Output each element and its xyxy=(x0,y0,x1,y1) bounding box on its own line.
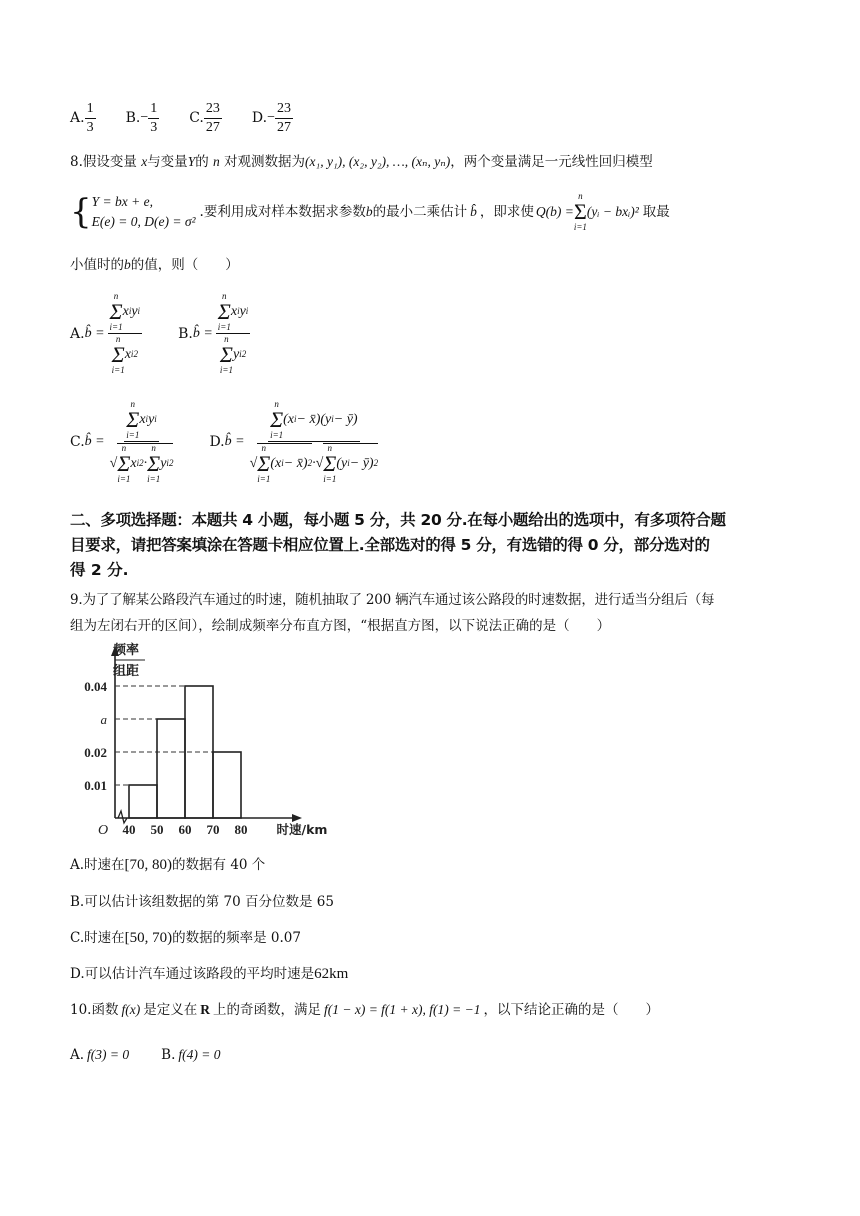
q7-option-d-fraction: $\frac{23}{27}$ xyxy=(276,101,291,135)
section2-heading: 二、多项选择题：本题共 4 小题，每小题 5 分，共 20 分.在每小题给出的选项中，有多项符合题 目要求，请把答案填涂在答题卡相应位置上.全部选对的得 5 分，有选错的得 0 分，部分选对的 得 2 分. xyxy=(70,511,726,579)
x-axis-label: 时速/km xyxy=(276,822,328,837)
q7-option-a-label: A. xyxy=(70,110,85,126)
q7-option-d xyxy=(252,101,293,135)
q9-option-a: A.时速在[70, 80)的数据有 40 个 xyxy=(70,857,266,873)
q8-option-b: B. b̂ = n Σ i=1 x i y i n Σ i=1 y i 2 xyxy=(178,291,249,375)
q8-stem-line2: { Y = bx + e, E(e) = 0, D(e) = σ² .要利用成对样本数据求参数 b 的最小二乘估计 b̂ ，即求使 Q(b) = n Σ i=1 (yᵢ − bxᵢ)² 取最 xyxy=(70,191,670,232)
q7-option-c-label: C. xyxy=(189,110,204,126)
x-tick-label: 50 xyxy=(150,822,164,837)
x-tick-label: 40 xyxy=(122,822,136,837)
q8-option-a: A. b̂ = n Σ i=1 x i y i n Σ i=1 x i 2 xyxy=(70,291,141,375)
histogram-bar xyxy=(129,785,157,818)
q8-model: Y = bx + e, E(e) = 0, D(e) = σ² xyxy=(91,194,196,229)
q8-stem-line3: 小值时的b的值，则（ ） xyxy=(70,257,239,273)
q8-pairs: (x₁, y₁), (x₂, y₂), …, (xₙ, yₙ) xyxy=(305,154,451,169)
x-tick-label: 80 xyxy=(234,822,248,837)
q7-option-b-label: B. xyxy=(125,110,141,126)
q8-option-d: D. b̂ = n Σ i=1 (x i − x̄)(y i − ȳ) √ n Σ i=1 (x i − x̄) 2 ·√ n Σ i=1 (y i − ȳ) 2 xyxy=(209,399,379,484)
histogram-bar xyxy=(157,719,185,818)
y-tick-label: 0.01 xyxy=(84,778,107,793)
q7-option-c xyxy=(189,101,222,135)
q9-option-c: C.时速在[50, 70)的数据的频率是 0.07 xyxy=(70,930,301,946)
q7-options xyxy=(70,98,293,138)
q8-options-ab xyxy=(70,292,250,375)
y-axis-label-top: 频率 xyxy=(113,643,140,658)
histogram-bar xyxy=(213,752,241,818)
origin-label: O xyxy=(97,823,109,838)
y-tick-label: a xyxy=(100,712,107,727)
x-tick-label: 60 xyxy=(178,822,192,837)
q7-option-d-label: D. xyxy=(251,110,268,126)
q7-option-c-fraction: $\frac{23}{27}$ xyxy=(205,101,220,135)
q7-option-b xyxy=(126,101,160,135)
q7-option-a xyxy=(70,101,96,135)
q9-stem: 9.为了了解某公路段汽车通过的时速，随机抽取了 200 辆汽车通过该公路段的时速数据，进行适当分组后（每 组为左闭右开的区间），绘制成频率分布直方图，“根据直方图，以下说法正确的是（ ） xyxy=(70,592,715,634)
q9-option-d: D.可以估计汽车通过该路段的平均时速是62km xyxy=(70,966,349,982)
y-axis-label-bottom: 组距 xyxy=(113,664,140,679)
y-tick-label: 0.02 xyxy=(84,745,107,760)
q7-option-d-sign: − xyxy=(267,110,275,125)
x-axis-arrow xyxy=(292,814,302,822)
q8-options-cd xyxy=(70,400,380,484)
q10-stem: 10.函数 f(x) 是定义在 R 上的奇函数，满足 f(1 − x) = f(1 + x), f(1) = −1 ，以下结论正确的是（ ） xyxy=(70,1002,659,1018)
q8-model-brace: { xyxy=(70,192,92,232)
q7-option-a-fraction: $\frac{1}{3}$ xyxy=(86,101,94,135)
q7-option-b-sign: − xyxy=(140,110,149,125)
q10-options xyxy=(70,1045,220,1065)
y-tick-label: 0.04 xyxy=(84,679,107,694)
q8-sum-symbol: n Σ i=1 xyxy=(573,191,587,232)
q7-option-b-fraction: $\frac{1}{3}$ xyxy=(150,101,158,135)
frequency-histogram xyxy=(70,642,350,842)
q10-option-a: A. f(3) = 0 xyxy=(70,1047,130,1063)
q8-stem-line1: 8.假设变量 x与变量Y的 n 对观测数据为(x₁, y₁), (x₂, y₂), …, (xₙ, yₙ)，两个变量满足一元线性回归模型 xyxy=(70,154,653,170)
q9-option-b: B.可以估计该组数据的第 70 百分位数是 65 xyxy=(70,894,334,910)
x-tick-label: 70 xyxy=(206,822,220,837)
q10-option-b: B. f(4) = 0 xyxy=(161,1047,221,1063)
q8-option-c: C. b̂ = n Σ i=1 x i y i √ n Σ i=1 x i 2 · n Σ i=1 y i 2 xyxy=(70,399,174,484)
